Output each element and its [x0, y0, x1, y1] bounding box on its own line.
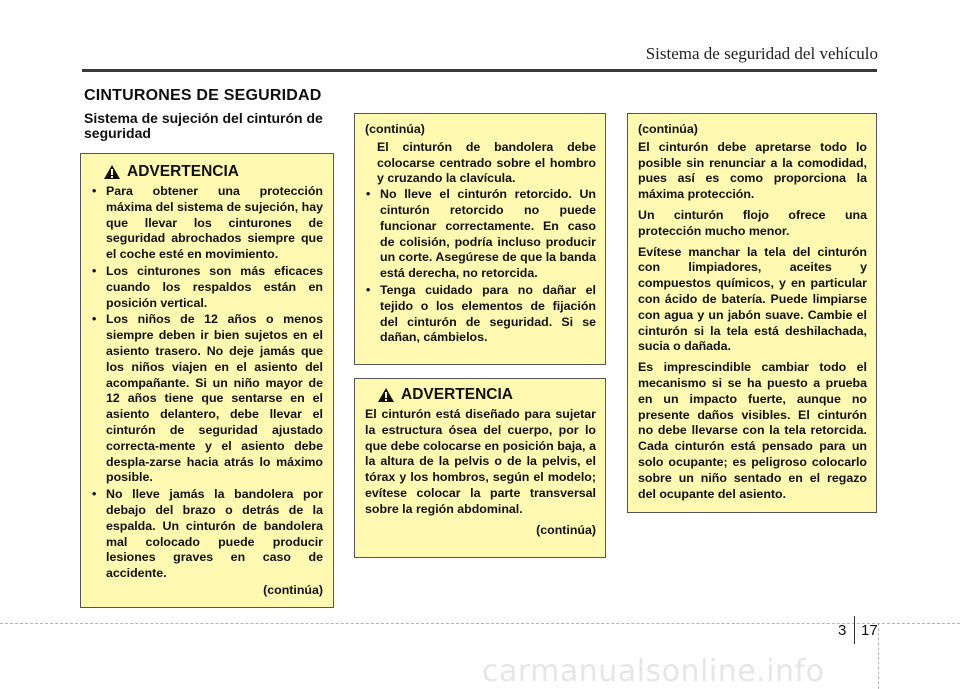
continued-box-2 — [354, 113, 606, 365]
list-item: • No lleve el cinturón retorcido. Un cinturón retorcido no puede funcionar correctamente. En caso de colisión, podría incluso producir un corte. Asegúrese de que la banda está derecha, no retorcida. — [365, 187, 596, 282]
subsection-title: Sistema de sujeción del cinturón de seguridad — [84, 110, 323, 141]
warning-box-3 — [354, 378, 606, 558]
warning-bullet-list — [91, 184, 323, 582]
warning-triangle-icon — [377, 387, 395, 403]
continued-label: (continúa) — [638, 122, 698, 136]
chapter-number: 3 — [838, 622, 847, 639]
section-title: CINTURONES DE SEGURIDAD — [84, 87, 322, 104]
warning-heading-row — [377, 387, 596, 403]
watermark: carmanualsonline.info — [482, 654, 825, 689]
bullet-list — [365, 187, 596, 346]
paragraph: El cinturón debe apretarse todo lo posible sin renunciar a la comodidad, pues así es como proporciona la máxima protección. — [638, 139, 867, 202]
footer-dashed-rule — [0, 623, 960, 624]
page-number-separator — [854, 616, 855, 644]
paragraph: Un cinturón flojo ofrece una protección mucho menor. — [638, 207, 867, 238]
page-header-title: Sistema de seguridad del vehículo — [645, 44, 878, 63]
paragraph: Evítese manchar la tela del cinturón con limpiadores, aceites y compuestos químicos, y en particular con ácido de batería. Puede limpiarse con agua y un jabón suave. Cambie el cinturón si la tela está deshilachada, sucia o dañada. — [638, 244, 867, 354]
continued-box-4 — [627, 113, 877, 513]
warning-triangle-icon — [103, 164, 121, 180]
header-rule — [82, 69, 877, 72]
list-item: • Tenga cuidado para no dañar el tejido o los elementos de fijación del cinturón de seguridad. Si se dañan, cámbielos. — [365, 283, 596, 346]
intro-paragraph: El cinturón de bandolera debe colocarse centrado sobre el hombro y cruzando la clavícula. — [377, 139, 596, 186]
list-item: • No lleve jamás la bandolera por debajo del brazo o detrás de la espalda. Un cinturón de bandolera mal colocado puede producir lesiones graves en caso de accidente. — [91, 487, 323, 582]
continued-label: (continúa) — [263, 582, 323, 597]
warning-title: ADVERTENCIA — [401, 386, 513, 404]
continued-label: (continúa) — [536, 522, 596, 537]
warning-box-1 — [80, 153, 334, 608]
footer-dashed-vertical — [878, 623, 879, 689]
list-item: • Para obtener una protección máxima del sistema de sujeción, hay que llevar los cinturones de seguridad abrochados siempre que el coche esté en movimiento. — [91, 184, 323, 263]
warning-text: El cinturón está diseñado para sujetar la estructura ósea del cuerpo, por lo que debe colocarse en posición baja, a la altura de la pelvis o de la pelvis, el tórax y los hombros, según el modelo; evítese colocar la parte transversal sobre la región abdominal. — [365, 407, 596, 516]
warning-heading-row — [103, 164, 323, 180]
page-number-value: 17 — [861, 622, 878, 639]
list-item: • Los cinturones son más eficaces cuando los respaldos están en posición vertical. — [91, 264, 323, 311]
warning-title: ADVERTENCIA — [127, 163, 239, 181]
list-item: • Los niños de 12 años o menos siempre deben ir bien sujetos en el asiento trasero. No deje jamás que los niños viajen en el asiento del acompañante. Si un niño mayor de 12 años tiene que sentarse en el asiento delantero, debe llevar el cinturón de seguridad ajustado correcta-mente y el asiento debe despla-zarse hacia atrás lo máximo posible. — [91, 312, 323, 486]
paragraph: Es imprescindible cambiar todo el mecanismo si se ha puesto a prueba en un impacto fuerte, aunque no presente daños visibles. El cinturón no debe llevarse con la tela retorcida. Cada cinturón está pensado para un solo ocupante; es peligroso colocarlo sobre un niño sentado en el regazo del ocupante del asiento. — [638, 360, 867, 501]
continued-label: (continúa) — [365, 122, 425, 136]
